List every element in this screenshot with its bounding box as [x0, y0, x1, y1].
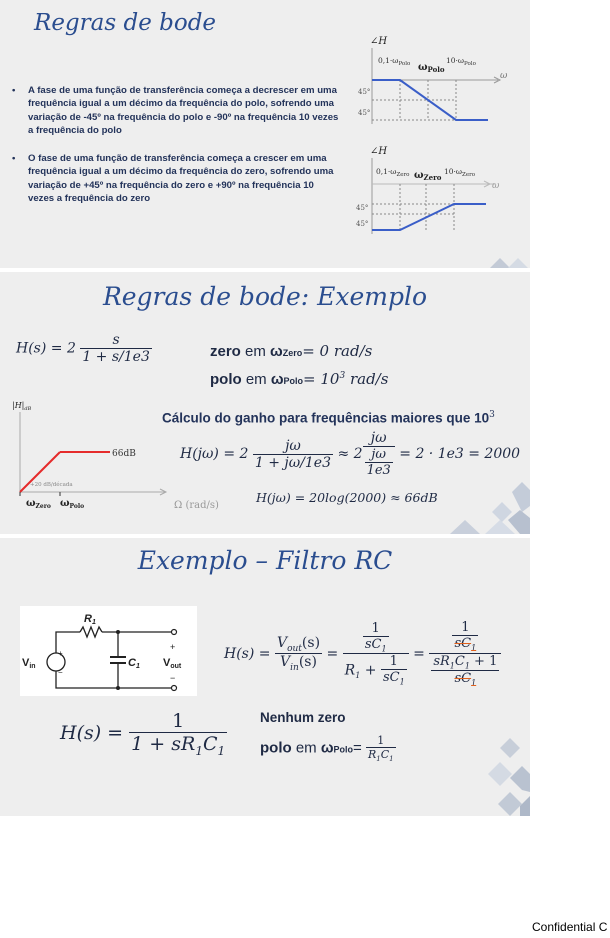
bode-zero-tick-sub: Zero — [35, 503, 51, 510]
pole-deg-top: 45° — [358, 88, 371, 96]
slide2-title: Regras de bode: Exemplo — [102, 282, 428, 311]
tf-vin-sub: in — [290, 663, 299, 674]
eq1-den2-den: 1e3 — [366, 463, 391, 478]
eq1-rhs: = 2 · 1e3 = 2000 — [399, 446, 521, 462]
slide-bode-example — [0, 272, 530, 534]
rc-polo-word: polo — [260, 739, 292, 757]
pole-tick-high-sub: Polo — [464, 61, 476, 67]
bode-pole-tick: ω — [60, 498, 70, 509]
transfer-den: 1 + s/1e3 — [82, 349, 150, 365]
result-den: 1 + sR — [131, 733, 196, 755]
zero-graph-x-label: ω — [492, 181, 500, 191]
rc-omega: ω — [320, 739, 334, 757]
pole-tick-mid-sub: Polo — [427, 65, 445, 74]
pole-tick-high: 10·ω — [446, 56, 465, 65]
corner-pattern-decoration — [430, 472, 530, 534]
bullet-pole-text: A fase de uma função de transferência começa a decrescer em uma frequência igual a um décimo da frequência do polo, sofrendo uma variação de -45º na frequência do polo e -90º na frequência 10 vezes a frequência do polo — [28, 85, 339, 136]
c1-sub: 1 — [135, 663, 140, 670]
zero-tick-high-sub: Zero — [462, 172, 476, 178]
tf-sc-d: sC — [454, 671, 472, 687]
polo-value-unit: rad/s — [345, 370, 389, 388]
bode-slope-label: +20 dB/década — [30, 482, 73, 488]
tf-s-num: (s) — [301, 634, 321, 651]
eq1-den: 1 + jω/1e3 — [254, 454, 332, 471]
svg-text:C1 — [128, 657, 140, 670]
omega-symbol: ω — [270, 343, 283, 360]
rc-em-word: em — [295, 739, 317, 757]
em-word-2: em — [245, 371, 267, 388]
rc-transfer-derivation: H(s) = $\frac{V_{out}(s)}{V_{in}(s)}$ = $\frac{1}{sC_1}$ $R_1$ + $\frac{1}{sC_1}$ = $\frac{\frac{1}{sC_1}}{\frac{sR_1C_1 + 1}{sC_1}}$ — [224, 620, 501, 688]
zero-phase-curve — [372, 204, 486, 230]
tf-src-tail: + 1 — [469, 653, 498, 669]
rc-transfer-result: H(s) = $\frac{1}{1 + sR_1C_1}$ — [60, 710, 226, 758]
polo-value: = 10 — [303, 370, 340, 388]
source-plus: + — [58, 649, 63, 658]
tf-sc-b-sub: 1 — [399, 677, 405, 687]
zero-tick-high: 10·ω — [444, 167, 463, 176]
tf-r1: R — [344, 662, 356, 679]
bode-magnitude-plot — [6, 396, 249, 516]
zero-sub: Zero — [282, 348, 303, 358]
zero-word: zero — [210, 343, 241, 360]
r1-label: R — [84, 613, 92, 625]
svg-text:0,1·ωPolo — [378, 56, 411, 67]
tf-one-b: 1 — [389, 654, 398, 670]
svg-text:ωPolo — [418, 62, 445, 74]
bode-y-label: |H| — [12, 401, 25, 410]
bode-level-label: 66dB — [112, 449, 136, 459]
resistor-symbol — [80, 627, 102, 637]
tf-src-sub2: 1 — [464, 661, 470, 671]
pole-graph-x-label: ω — [500, 71, 508, 81]
pole-phase-graph — [360, 32, 510, 132]
zero-frequency-line — [210, 342, 372, 360]
tf-sc-b: sC — [382, 670, 400, 686]
pole-graph-y-label: ∠H — [370, 36, 388, 47]
tf-vin: V — [280, 654, 291, 671]
bode-zero-tick: ω — [26, 498, 36, 509]
polo-value-exp: 3 — [339, 371, 346, 381]
result-num: 1 — [172, 710, 185, 732]
transfer-function — [16, 332, 152, 365]
list-item: • A fase de uma função de transferência começa a decrescer em uma frequência igual a um décimo da frequência do polo, sofrendo uma variação de -45º na frequência do polo e -90º na frequência 10 vezes a frequência do polo — [12, 85, 339, 136]
svg-text:Vout — [163, 657, 182, 670]
result-lhs: H(s) = — [60, 721, 124, 744]
zero-value: = 0 rad/s — [302, 342, 373, 360]
svg-text:ωZero — [414, 170, 442, 182]
eq1-num: jω — [285, 437, 301, 454]
svg-text:ωPolo — [60, 498, 84, 510]
tf-plus: + — [360, 662, 381, 679]
result-r-sub: 1 — [195, 743, 203, 758]
gain-title-text: Cálculo do ganho para frequências maiores que 10 — [162, 410, 490, 426]
corner-triangles-decoration — [480, 250, 530, 268]
slide-bode-rules — [0, 0, 530, 268]
source-minus: − — [58, 668, 63, 677]
tf-sc-c-sub: 1 — [471, 643, 477, 653]
transfer-lhs: H(s) = 2 — [16, 340, 76, 357]
zero-deg-bottom: 45° — [356, 220, 369, 228]
polo-word: polo — [210, 371, 242, 388]
bode-pole-tick-sub: Polo — [69, 503, 85, 510]
list-item: • O fase de uma função de transferência começa a crescer em uma frequência igual a um décimo da frequência do zero, sofrendo uma variação de +45º na frequência do zero e +90º na frequência 10 vezes a frequência do zero — [12, 153, 334, 205]
result-c-sub: 1 — [217, 743, 226, 758]
eq1-approx: ≈ 2 — [337, 446, 363, 462]
rc-polo-sub: Polo — [333, 744, 354, 755]
gain-title-exp: 3 — [489, 410, 495, 420]
rc-circuit-svg — [20, 606, 197, 696]
svg-text:Vin — [22, 657, 36, 670]
tf-r1-sub: 1 — [355, 671, 361, 681]
eq1-lhs: H(jω) = 2 — [180, 446, 249, 462]
vout-sub: out — [170, 663, 182, 670]
no-zero-label: Nenhum zero — [260, 710, 346, 725]
rc-pole-den-r-sub: 1 — [376, 755, 381, 764]
vout-minus: − — [170, 673, 176, 683]
tf-sc-a: sC — [364, 636, 382, 652]
slide3-title: Exemplo – Filtro RC — [137, 546, 393, 575]
zero-tick-mid: ω — [414, 170, 424, 181]
zero-tick-low: 0,1·ω — [376, 167, 397, 176]
svg-text:|H|dB — [12, 401, 32, 412]
vout-label: V — [163, 657, 171, 669]
rc-pole-den-c-sub: 1 — [389, 755, 394, 764]
em-word: em — [245, 343, 266, 360]
svg-text:ωZero — [26, 498, 51, 510]
tf-src: sR — [433, 653, 450, 669]
omega-symbol-2: ω — [270, 371, 284, 388]
confidential-footer: Confidential C — [532, 920, 608, 934]
c1-label: C — [128, 657, 136, 669]
rc-pole-num: 1 — [377, 734, 385, 747]
svg-text:0,1·ωZero — [376, 167, 410, 178]
tf-lhs: H(s) = — [224, 645, 271, 662]
transfer-num: s — [112, 332, 120, 348]
pole-frequency-line — [210, 370, 388, 388]
rc-pole-line — [260, 734, 396, 763]
tf-sc-a-sub: 1 — [381, 644, 387, 654]
pole-deg-bottom: 45° — [358, 109, 371, 117]
gain-db-equation: H(jω) = 20log(2000) ≈ 66dB — [256, 490, 438, 505]
svg-text:10·ωPolo — [446, 56, 477, 67]
vout-plus: + — [170, 642, 176, 652]
vin-sub: in — [29, 663, 36, 670]
tf-one-a: 1 — [371, 620, 380, 636]
zero-phase-graph — [358, 142, 508, 242]
rc-pole-den-c: C — [380, 748, 390, 761]
eq1-num2: jω — [370, 430, 387, 446]
zero-tick-mid-sub: Zero — [423, 173, 442, 182]
zero-graph-y-label: ∠H — [370, 146, 388, 157]
rc-circuit-diagram — [20, 606, 197, 696]
pole-tick-mid: ω — [418, 62, 428, 73]
bode-y-label-sub: dB — [24, 406, 32, 412]
tf-vout: V — [276, 634, 288, 651]
pole-tick-low-sub: Polo — [398, 61, 411, 67]
vin-label: V — [22, 657, 30, 669]
zero-deg-top: 45° — [356, 204, 369, 212]
rc-equals: = — [353, 739, 362, 757]
tf-sc-d-sub: 1 — [471, 678, 477, 688]
tf-vout-sub: out — [287, 643, 302, 654]
bullet-zero-text: O fase de uma função de transferência começa a crescer em uma frequência igual a um décimo da frequência do zero, sofrendo uma variação de +45º na frequência do zero e +90º na frequência 10 vezes a frequência do zero — [28, 153, 334, 205]
bode-x-label: Ω (rad/s) — [174, 500, 219, 511]
rc-pole-den-r: R — [367, 748, 377, 761]
eq1-den2-num: jω — [371, 447, 386, 462]
svg-text:R1 — [84, 613, 96, 626]
slide1-title: Regras de bode — [34, 10, 217, 36]
slide-rc-filter — [0, 538, 530, 816]
r1-sub: 1 — [91, 619, 96, 626]
corner-pattern-decoration-2 — [480, 734, 530, 816]
svg-text:10·ωZero — [444, 167, 476, 178]
zero-tick-low-sub: Zero — [396, 172, 410, 178]
polo-sub: Polo — [283, 376, 304, 386]
pole-tick-low: 0,1·ω — [378, 56, 399, 65]
bode-rules-list — [12, 84, 342, 220]
tf-s-den: (s) — [298, 654, 317, 671]
tf-one-c: 1 — [461, 620, 470, 635]
tf-src-sub1: 1 — [449, 661, 455, 671]
tf-sc-c: sC — [454, 636, 472, 651]
